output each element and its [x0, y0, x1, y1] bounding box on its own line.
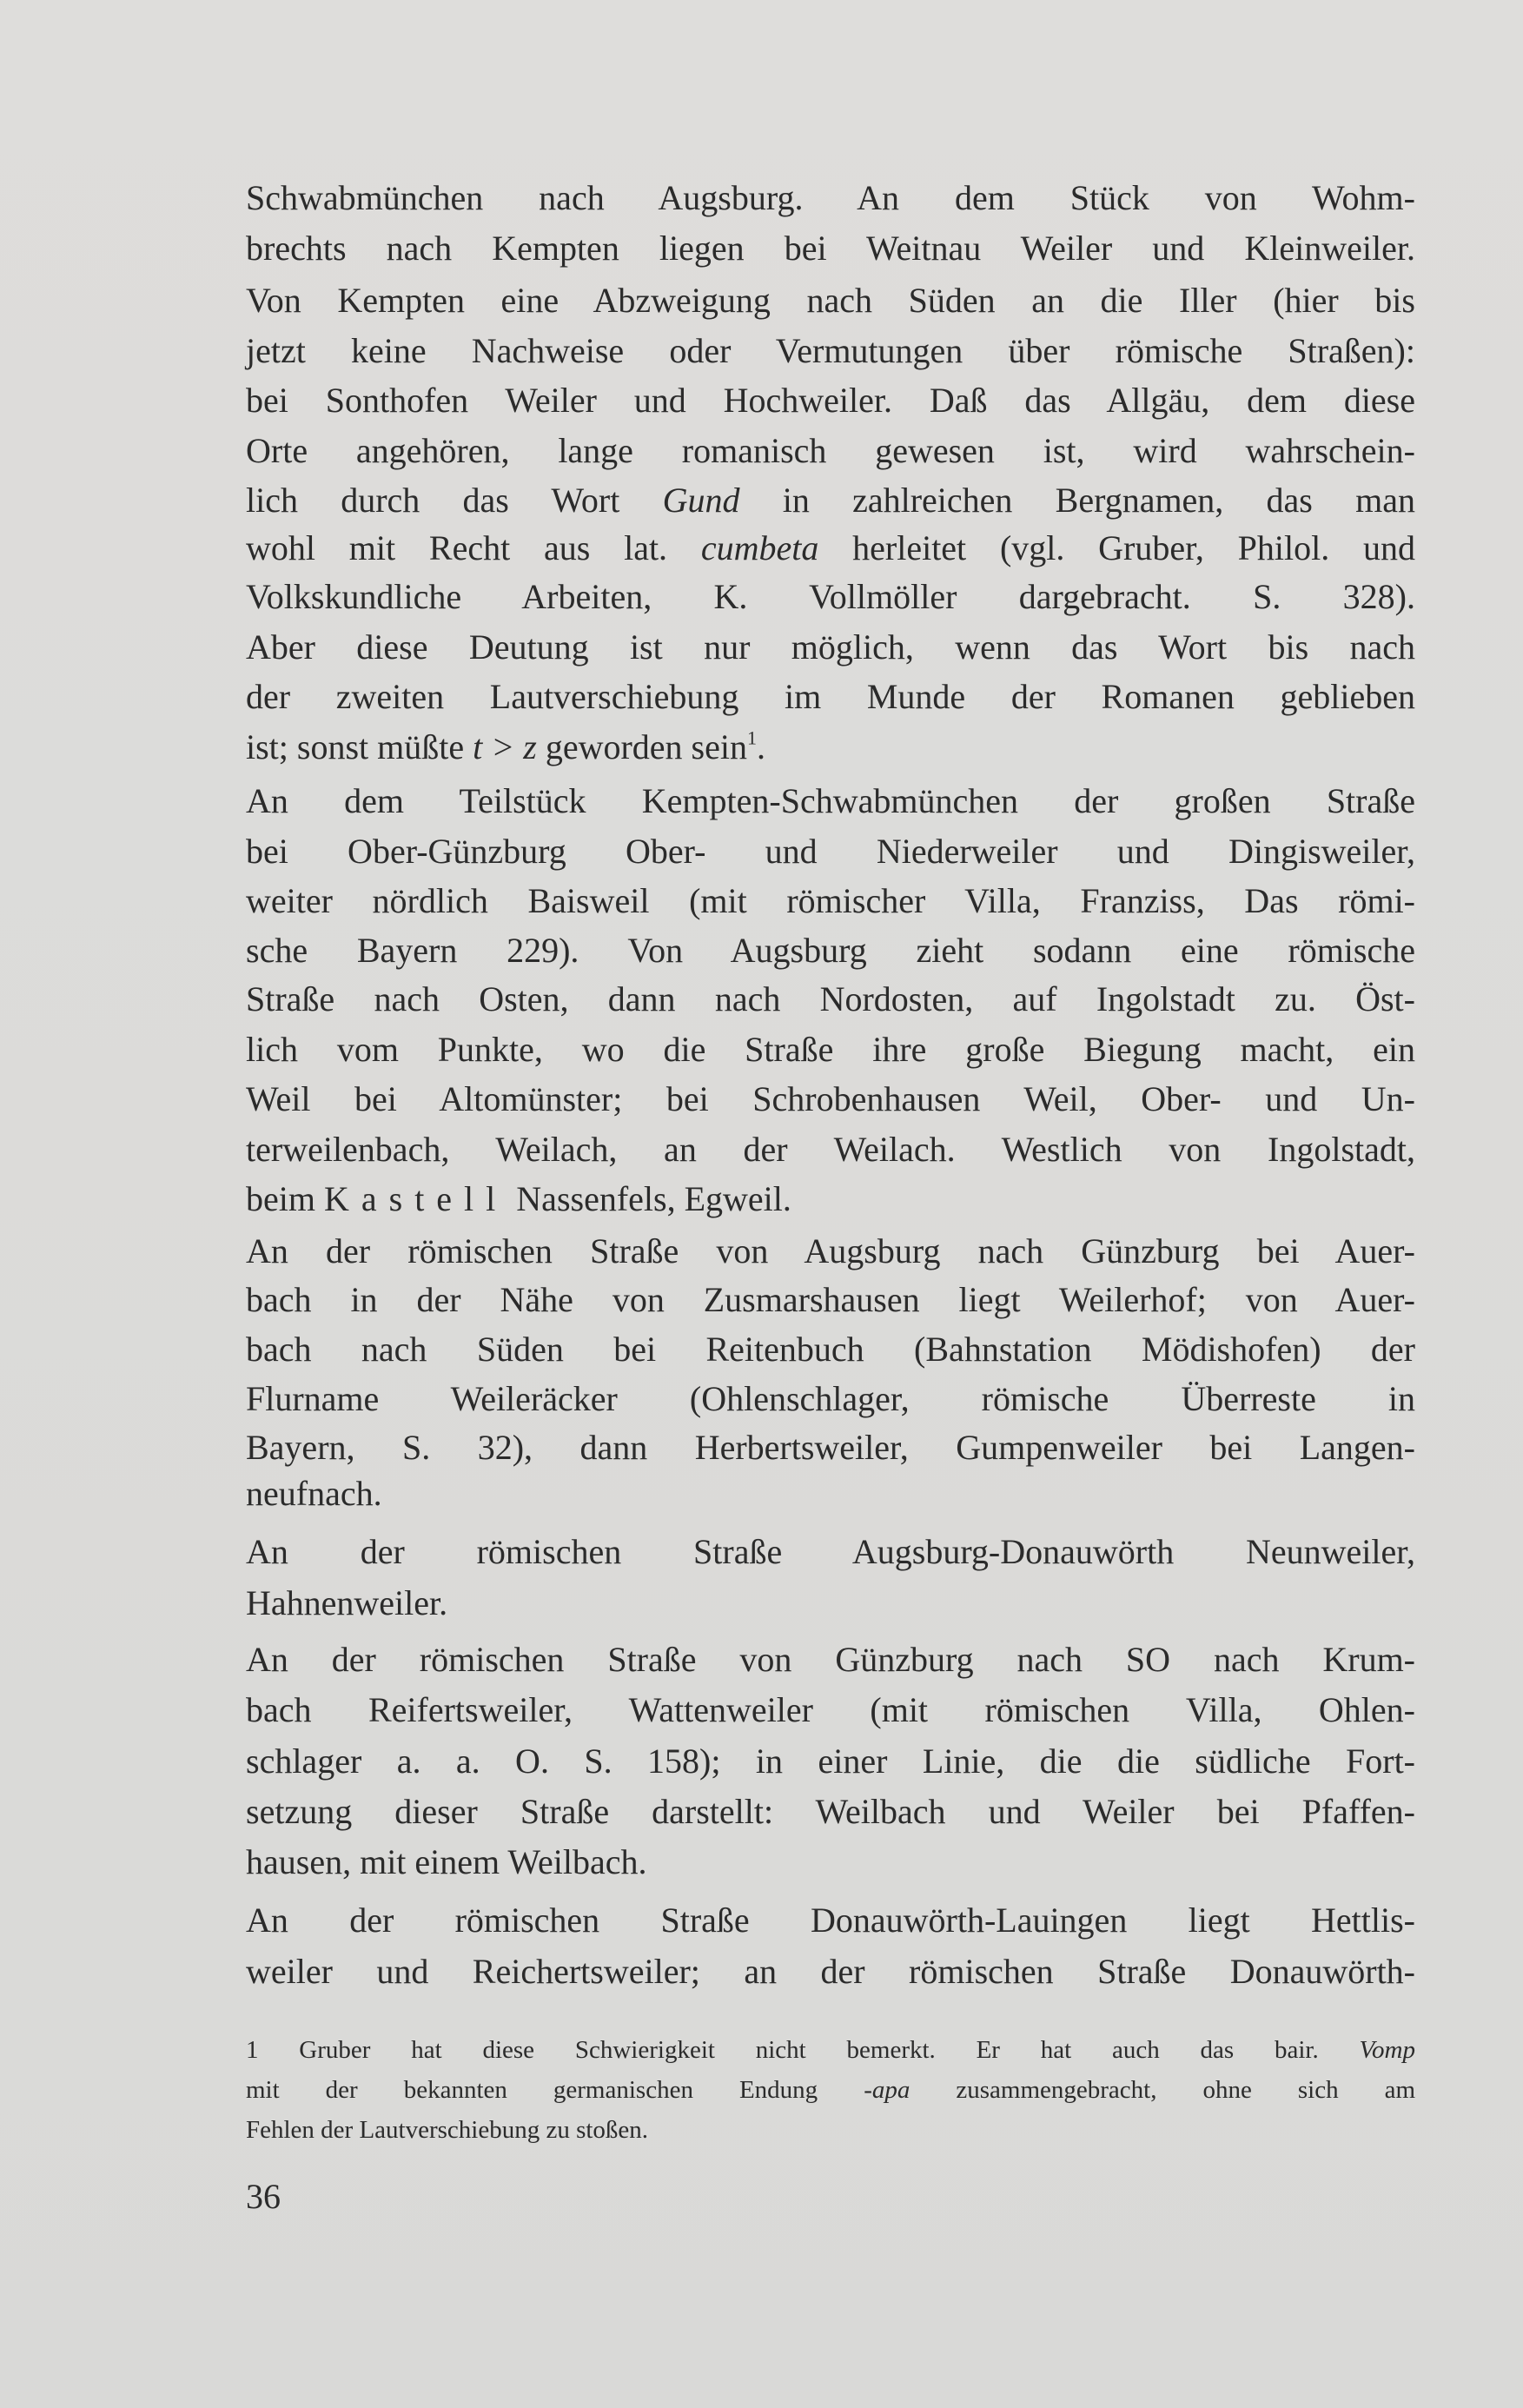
text-line: [246, 1686, 1415, 1735]
text-line: [246, 1075, 1415, 1124]
footnote-line: [246, 2113, 1415, 2147]
text-line: [246, 276, 1415, 325]
text-line: [246, 926, 1415, 975]
text-segment: sche Bayern 229). Von Augsburg zieht sodann eine römische: [246, 931, 1415, 970]
text-line: [246, 1175, 1415, 1224]
text-line: [246, 1125, 1415, 1174]
text-segment: hausen, mit einem Weilbach.: [246, 1842, 647, 1881]
text-segment: bach Reifertsweiler, Wattenweiler (mit römischen Villa, Ohlen-: [246, 1690, 1415, 1729]
text-line: [246, 376, 1415, 425]
footnote-line: [246, 2073, 1415, 2107]
text-segment: wohl mit Recht aus lat.: [246, 528, 701, 567]
text-line: [246, 1788, 1415, 1836]
text-segment: Hahnenweiler.: [246, 1583, 448, 1622]
text-segment: .: [756, 727, 765, 766]
text-line: [246, 224, 1415, 273]
text-line: [246, 1375, 1415, 1423]
text-segment: Volkskundliche Arbeiten, K. Vollmöller dargebracht. S. 328).: [246, 577, 1415, 616]
text-line: [246, 1635, 1415, 1684]
text-line: [246, 1896, 1415, 1945]
text-line: [246, 723, 1415, 772]
text-line: [246, 1025, 1415, 1074]
text-segment: bei Sonthofen Weiler und Hochweiler. Daß das Allgäu, dem diese: [246, 381, 1415, 420]
text-segment: geworden sein: [536, 727, 747, 766]
footnote-marker: 1: [746, 726, 757, 749]
text-segment: lich durch das Wort: [246, 481, 663, 520]
text-segment: bei Ober-Günzburg Ober- und Niederweiler und Dingisweiler,: [246, 832, 1415, 871]
text-line: [246, 877, 1415, 925]
text-segment: Fehlen der Lautverschiebung zu stoßen.: [246, 2116, 649, 2144]
text-segment: Orte angehören, lange romanisch gewesen ist, wird wahrschein-: [246, 431, 1415, 470]
text-segment: An der römischen Straße von Günzburg nach SO nach Krum-: [246, 1640, 1415, 1679]
text-segment: in zahlreichen Bergnamen, das man: [739, 481, 1415, 520]
text-line: [246, 1737, 1415, 1786]
italic-segment: t > z: [473, 727, 537, 766]
text-line: [246, 1325, 1415, 1374]
text-segment: bach nach Süden bei Reitenbuch (Bahnstation Mödishofen) der: [246, 1330, 1415, 1369]
text-line: [246, 1528, 1415, 1576]
text-line: [246, 524, 1415, 573]
text-segment: beim: [246, 1179, 324, 1218]
text-line: [246, 427, 1415, 475]
text-segment: An der römischen Straße von Augsburg nach Günzburg bei Auer-: [246, 1231, 1415, 1270]
text-line: [246, 1947, 1415, 1996]
text-segment: neufnach.: [246, 1474, 382, 1513]
text-segment: brechts nach Kempten liegen bei Weitnau Weiler und Kleinweiler.: [246, 229, 1415, 268]
text-segment: der zweiten Lautverschiebung im Munde der Romanen geblieben: [246, 677, 1415, 716]
text-segment: mit der bekannten germanischen Endung: [246, 2076, 864, 2104]
text-line: [246, 1469, 1415, 1518]
text-segment: schlager a. a. O. S. 158); in einer Linie, die die südliche Fort-: [246, 1741, 1415, 1781]
text-segment: Weil bei Altomünster; bei Schrobenhausen Weil, Ober- und Un-: [246, 1079, 1415, 1118]
text-segment: Nassenfels, Egweil.: [507, 1179, 791, 1218]
text-segment: jetzt keine Nachweise oder Vermutungen über römische Straßen):: [246, 331, 1415, 370]
text-segment: An der römischen Straße Augsburg-Donauwörth Neunweiler,: [246, 1532, 1415, 1571]
text-line: [246, 1423, 1415, 1472]
text-segment: setzung dieser Straße darstellt: Weilbach und Weiler bei Pfaffen-: [246, 1792, 1415, 1831]
page-number: 36: [246, 2177, 281, 2216]
text-segment: bach in der Nähe von Zusmarshausen liegt Weilerhof; von Auer-: [246, 1280, 1415, 1319]
text-segment: Flurname Weileräcker (Ohlenschlager, römische Überreste in: [246, 1379, 1415, 1418]
text-line: [246, 623, 1415, 672]
text-segment: weiler und Reichertsweiler; an der römischen Straße Donauwörth-: [246, 1952, 1415, 1991]
text-segment: An dem Teilstück Kempten-Schwabmünchen der großen Straße: [246, 781, 1415, 820]
text-segment: terweilenbach, Weilach, an der Weilach. Westlich von Ingolstadt,: [246, 1130, 1415, 1169]
text-line: [246, 327, 1415, 375]
text-segment: herleitet (vgl. Gruber, Philol. und: [818, 528, 1415, 567]
text-line: [246, 1579, 1415, 1628]
text-segment: Schwabmünchen nach Augsburg. An dem Stück von Wohm-: [246, 178, 1415, 217]
text-segment: lich vom Punkte, wo die Straße ihre große Biegung macht, ein: [246, 1030, 1415, 1069]
text-segment: ist; sonst müßte: [246, 727, 473, 766]
text-line: [246, 1838, 1415, 1887]
text-segment: Aber diese Deutung ist nur möglich, wenn das Wort bis nach: [246, 627, 1415, 667]
text-line: [246, 573, 1415, 621]
spaced-segment: Kastell: [323, 1179, 508, 1218]
text-line: [246, 777, 1415, 826]
text-line: [246, 174, 1415, 222]
italic-segment: Gund: [662, 481, 740, 520]
text-line: [246, 476, 1415, 525]
text-line: [246, 1227, 1415, 1276]
footnote-line: [246, 2033, 1415, 2067]
text-segment: Von Kempten eine Abzweigung nach Süden an die Iller (hier bis: [246, 281, 1415, 320]
text-segment: Bayern, S. 32), dann Herbertsweiler, Gumpenweiler bei Langen-: [246, 1428, 1415, 1467]
text-segment: An der römischen Straße Donauwörth-Lauingen liegt Hettlis-: [246, 1901, 1415, 1940]
italic-segment: -apa: [864, 2076, 910, 2104]
text-segment: zusammengebracht, ohne sich am: [910, 2076, 1416, 2104]
text-line: [246, 673, 1415, 721]
text-line: [246, 1276, 1415, 1324]
text-segment: Straße nach Osten, dann nach Nordosten, auf Ingolstadt zu. Öst-: [246, 979, 1415, 1018]
italic-segment: cumbeta: [700, 528, 819, 567]
text-line: [246, 975, 1415, 1024]
text-segment: weiter nördlich Baisweil (mit römischer Villa, Franziss, Das römi-: [246, 881, 1415, 920]
text-segment: 1 Gruber hat diese Schwierigkeit nicht bemerkt. Er hat auch das bair.: [246, 2036, 1360, 2064]
text-line: [246, 827, 1415, 876]
italic-segment: Vomp: [1359, 2036, 1415, 2064]
